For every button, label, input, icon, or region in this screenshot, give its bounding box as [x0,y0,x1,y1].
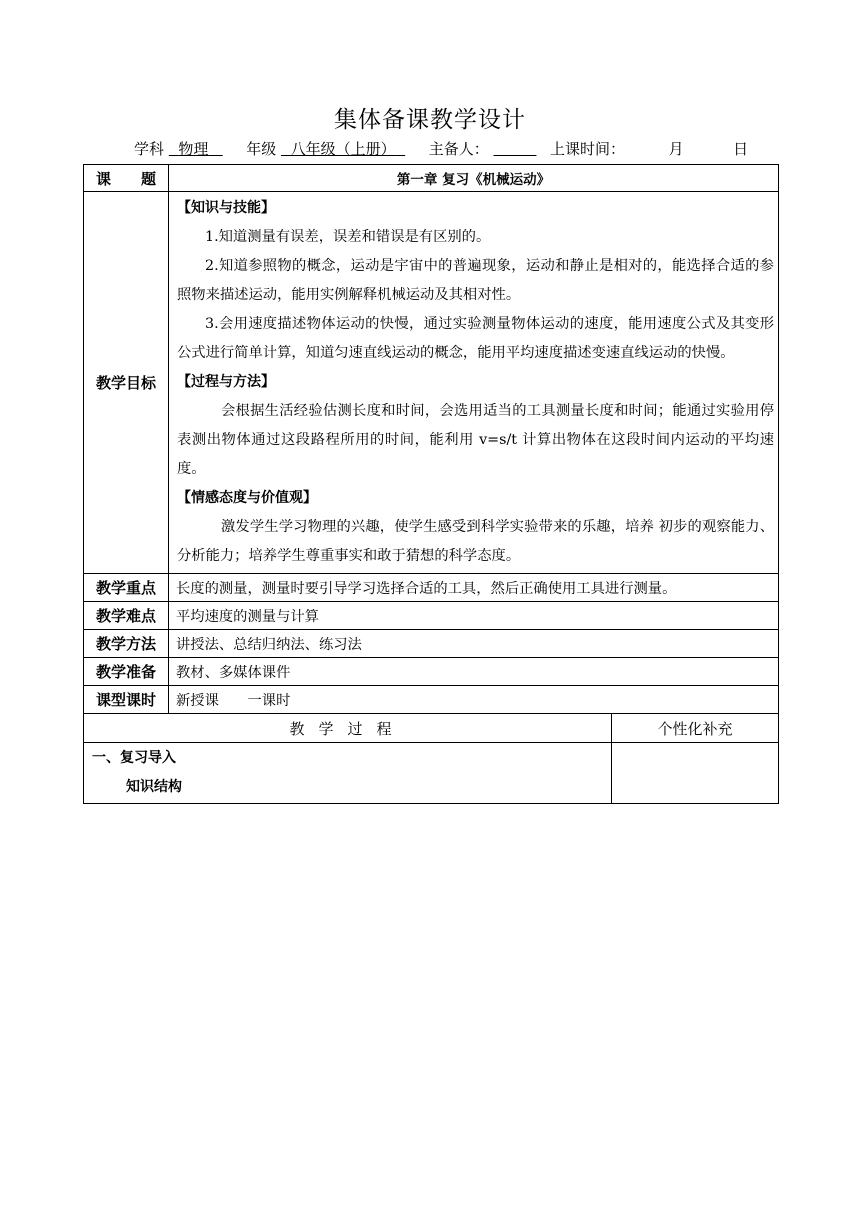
goals-heading-process: 【过程与方法】 [177,374,275,390]
process-header-row [84,714,779,743]
difficult-label: 教学难点 [84,602,169,630]
prep-label: 教学准备 [84,658,169,686]
goal-item: 1.知道测量有误差，误差和错误是有区别的。 [205,229,491,245]
method-row [84,630,779,658]
subsection-heading: 知识结构 [126,779,182,795]
method-value: 讲授法、总结归纳法、练习法 [169,630,779,658]
topic-label: 课 题 [84,165,169,192]
section-heading: 一、复习导入 [92,750,176,766]
goals-content [169,192,779,574]
topic-value: 第一章 复习《机械运动》 [169,165,779,192]
lesson-plan-table [83,164,779,804]
supplement-cell [612,743,779,804]
goals-label: 教学目标 [84,192,169,574]
preparer-label: 主备人： [428,140,489,158]
process-header: 教学过程 [84,714,612,743]
preparer-value [494,140,537,158]
difficult-value: 平均速度的测量与计算 [169,602,779,630]
grade-value: 八年级（上册） [290,140,396,158]
goal-item: 会根据生活经验估测长度和时间，会选用适当的工具测量长度和时间；能通过实验用停表测出物体通过这段路程所用的时间，能利用 v=s/t 计算出物体在这段时间内运动的平均速度。 [177,403,775,477]
key-row [84,574,779,602]
goal-item: 激发学生学习物理的兴趣，使学生感受到科学实验带来的乐趣，培养 初步的观察能力、分析能力；培养学生尊重事实和敢于猜想的科学态度。 [177,519,775,564]
type-row [84,686,779,714]
subject-value: 物理 [178,140,209,158]
supplement-header: 个性化补充 [612,714,779,743]
difficult-row [84,602,779,630]
day-label: 日 [733,140,749,158]
topic-row [84,165,779,192]
process-body [84,743,612,804]
process-body-row [84,743,779,804]
key-label: 教学重点 [84,574,169,602]
goals-row [84,192,779,574]
prep-value: 教材、多媒体课件 [169,658,779,686]
key-value: 长度的测量，测量时要引导学习选择合适的工具，然后正确使用工具进行测量。 [169,574,779,602]
document-title: 集体备课教学设计 [334,107,526,133]
method-label: 教学方法 [84,630,169,658]
prep-row [84,658,779,686]
meta-line [134,138,748,159]
goals-heading-knowledge: 【知识与技能】 [177,200,275,216]
grade-label: 年级 [246,140,277,158]
type-label: 课型课时 [84,686,169,714]
goals-heading-attitude: 【情感态度与价值观】 [177,490,317,506]
goal-item: 3.会用速度描述物体运动的快慢，通过实验测量物体运动的速度，能用速度公式及其变形公式进行简单计算，知道匀速直线运动的概念，能用平均速度描述变速直线运动的快慢。 [177,316,775,361]
goal-item: 2.知道参照物的概念，运动是宇宙中的普遍现象，运动和静止是相对的，能选择合适的参照物来描述运动，能用实例解释机械运动及其相对性。 [177,258,775,303]
subject-label: 学科 [134,140,165,158]
type-value: 新授课 一课时 [169,686,779,714]
month-label: 月 [668,140,684,158]
time-label: 上课时间： [549,140,625,158]
